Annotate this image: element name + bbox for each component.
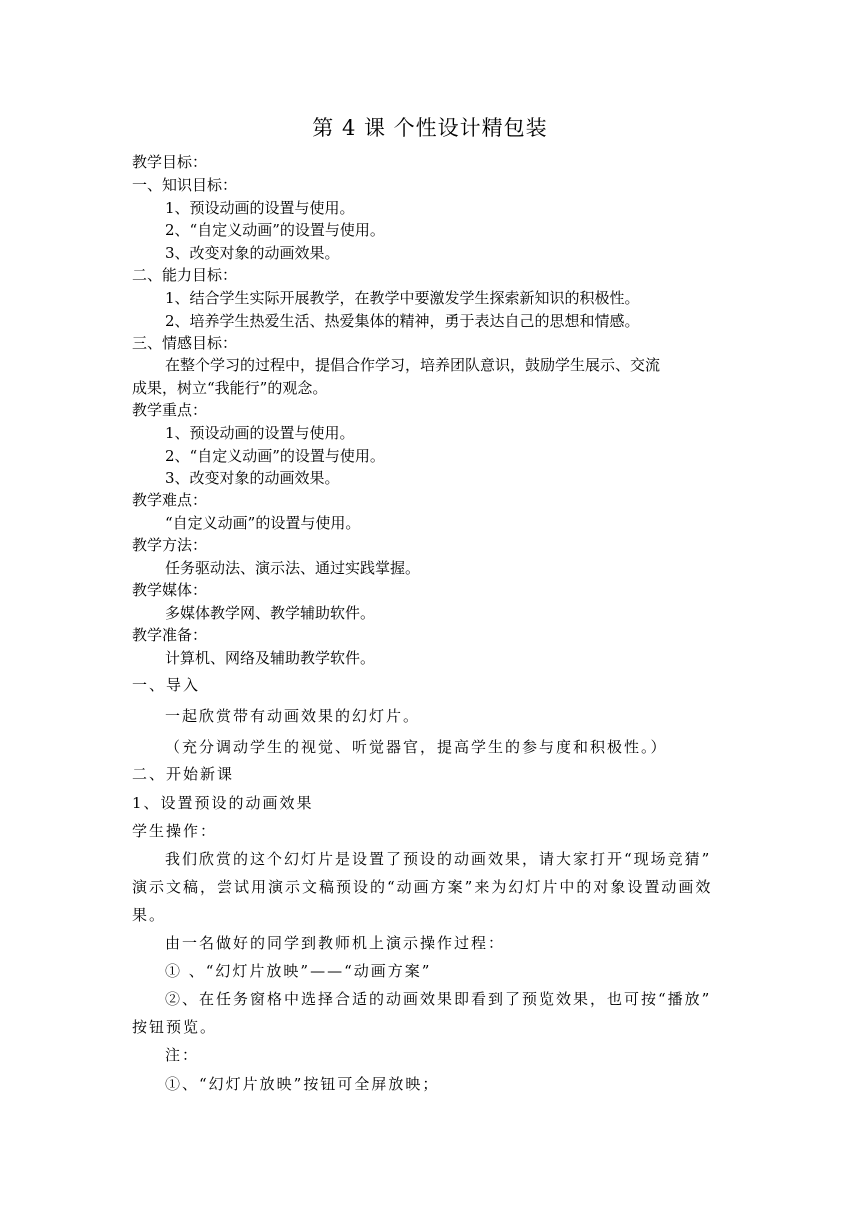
method-text: 任务驱动法、演示法、通过实践掌握。 xyxy=(165,559,421,577)
key-point-item: 1、预设动画的设置与使用。 xyxy=(165,424,355,442)
note-item: ①、“幻灯片放映”按钮可全屏放映； xyxy=(165,1075,440,1093)
knowledge-item: 1、预设动画的设置与使用。 xyxy=(165,199,355,217)
ability-item: 2、培养学生热爱生活、热爱集体的精神，勇于表达自己的思想和情感。 xyxy=(165,312,640,330)
difficult-heading: 教学难点： xyxy=(132,491,208,509)
note-heading: 注： xyxy=(165,1046,200,1064)
difficult-text: “自定义动画”的设置与使用。 xyxy=(165,514,361,532)
key-point-item: 2、“自定义动画”的设置与使用。 xyxy=(165,447,385,465)
prep-heading: 教学准备： xyxy=(132,626,208,644)
objectives-heading: 教学目标： xyxy=(132,153,208,171)
media-heading: 教学媒体： xyxy=(132,581,208,599)
method-heading: 教学方法： xyxy=(132,536,208,554)
knowledge-item: 3、改变对象的动画效果。 xyxy=(165,244,340,262)
operation-step-continued: 按钮预览。 xyxy=(132,1018,218,1036)
intro-text: 一起欣赏带有动画效果的幻灯片。 xyxy=(165,707,421,725)
key-point-item: 3、改变对象的动画效果。 xyxy=(165,469,340,487)
knowledge-heading: 一、知识目标： xyxy=(132,176,238,194)
operation-step: ②、在任务窗格中选择合适的动画效果即看到了预览效果，也可按“播放” xyxy=(165,990,712,1008)
emotion-paragraph-line: 在整个学习的过程中，提倡合作学习，培养团队意识，鼓励学生展示、交流 xyxy=(165,356,661,374)
step1-heading: 1、设置预设的动画效果 xyxy=(132,794,314,812)
media-text: 多媒体教学网、教学辅助软件。 xyxy=(165,604,376,622)
ability-heading: 二、能力目标： xyxy=(132,266,238,284)
new-lesson-heading: 二、开始新课 xyxy=(132,765,235,783)
paragraph-line: 演示文稿，尝试用演示文稿预设的“动画方案”来为幻灯片中的对象设置动画效 xyxy=(132,878,713,896)
paragraph-line: 果。 xyxy=(132,906,167,924)
paragraph-line: 我们欣赏的这个幻灯片是设置了预设的动画效果，请大家打开“现场竞猜” xyxy=(165,850,712,868)
emotion-paragraph-line: 成果，树立“我能行”的观念。 xyxy=(132,379,328,397)
intro-heading: 一、导入 xyxy=(132,676,201,694)
key-points-heading: 教学重点： xyxy=(132,401,208,419)
student-op-label: 学生操作： xyxy=(132,822,218,840)
emotion-heading: 三、情感目标： xyxy=(132,334,238,352)
operation-step: ① 、“幻灯片放映”——“动画方案” xyxy=(165,962,432,980)
demo-paragraph: 由一名做好的同学到教师机上演示操作过程： xyxy=(165,934,506,952)
prep-text: 计算机、网络及辅助教学软件。 xyxy=(165,649,376,667)
ability-item: 1、结合学生实际开展教学，在教学中要激发学生探索新知识的积极性。 xyxy=(165,289,640,307)
intro-note: （充分调动学生的视觉、听觉器官，提高学生的参与度和积极性。） xyxy=(165,738,668,756)
document-title: 第 4 课 个性设计精包装 xyxy=(312,116,548,140)
knowledge-item: 2、“自定义动画”的设置与使用。 xyxy=(165,221,385,239)
